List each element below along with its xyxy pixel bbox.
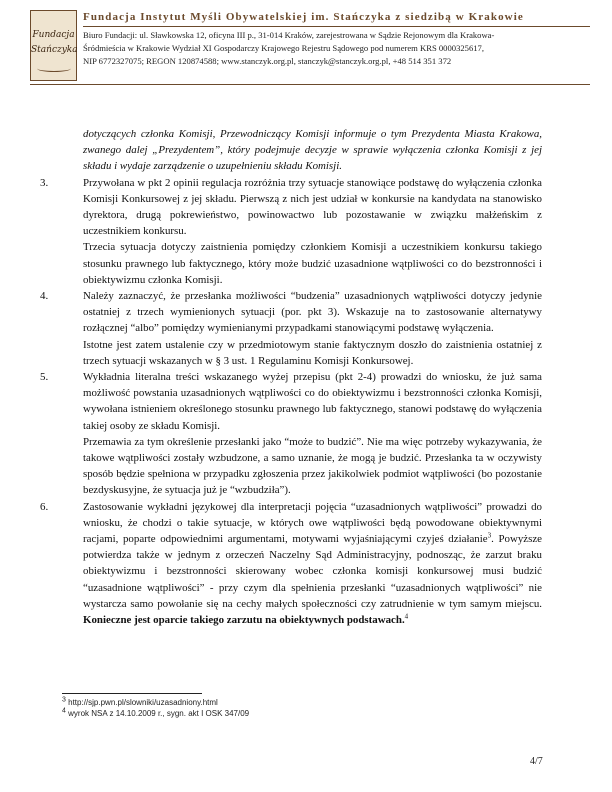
item-text: . Powyższe potwierdza także w jednym z orzeczeń Naczelny Sąd Administracyjny, podnosząc, że zarzut braku obiektywizmu i bezstronności skierowany wobec członka komisji konkursowej musi budzić “uzasadnione wątpliwości” - przy czym dla spełnienia przesłanki “uzasadnionych wątpliwości” nie wystarcza samo powołanie się na cechy małych społeczności czy zatrudnienie w tym samym miejscu. (83, 533, 543, 610)
address-line2: Śródmieścia w Krakowie Wydział XI Gospodarczy Krajowego Rejestru Sądowego pod numerem KRS 0000325617, (83, 43, 484, 53)
org-name: Fundacja Instytut Myśli Obywatelskiej im. Stańczyka z siedzibą w Krakowie (83, 11, 524, 23)
foundation-logo (30, 10, 77, 81)
item-paragraph (83, 369, 542, 434)
list-item-3 (40, 175, 542, 288)
footnote-text: http://sjp.pwn.pl/slowniki/uzasadniony.html (65, 698, 218, 707)
list-item-5 (40, 369, 542, 499)
letterhead (30, 10, 590, 92)
item-text: Należy zaznaczyć, że przesłanka możliwości “budzenia” uzasadnionych wątpliwości dotyczy jedynie ostatniej z trzech wymienionych sytuacji (por. pkt 3). Wskazuje na to zastosowanie alternatywy rozłącznej “albo” pomiędzy wymienianymi przypadkami stanowiącymi podstawę wyłączenia. (83, 290, 542, 335)
item-paragraph (83, 337, 542, 369)
footnotes (62, 697, 249, 719)
logo-swirl-icon (37, 65, 71, 72)
logo-line2: Stańczyka (31, 45, 78, 55)
item-paragraph (83, 434, 542, 499)
item-text: Przemawia za tym określenie przesłanki jako “może to budzić”. Nie ma więc potrzeby wykazywania, że takowe wątpliwości zostały wzbudzone, a samo uznanie, że mogą je budzić. Przesłanka ta w oczywisty sposób będzie spełniona w przypadku zgłoszenia przez jakikolwiek podmiot wątpliwości (bo pozostanie bezdyskusyjne, że sytuacja już je “wzbudziła”). (83, 435, 542, 497)
header-rule-top (83, 26, 590, 27)
footnote-number: 3 (62, 696, 66, 704)
item-text: Wykładnia literalna treści wskazanego wyżej przepisu (pkt 2-4) prowadzi do wniosku, że już sama możliwość powstania uzasadnionych wątpliwości co do obiektywizmu i bezstronności członka Komisji, wywołana istnieniem określonego stosunku prawnego lub faktycznego, stanowi podstawę do wyłączenia takiej osoby ze składu Komisji. (83, 371, 542, 432)
item-text: Zastosowanie wykładni językowej dla interpretacji pojęcia “uzasadnionych wątpliwości” prowadzi do wniosku, że chodzi o takie sytuacje, w których owe wątpliwości będą powodowane obiektywnymi racjami, poparte odpowiednimi argumentami, motywami wyjaśniającymi czyjeś działanie (83, 500, 542, 546)
list-item-6 (40, 499, 543, 629)
footnote-number: 4 (62, 707, 66, 715)
item-paragraph (83, 288, 542, 337)
item-text: Istotne jest zatem ustalenie czy w przedmiotowym stanie faktycznym doszło do zaistnienia ostatniej z trzech sytuacji wskazanych w § 3 ust. 1 Regulaminu Komisji Konkursowej. (83, 338, 542, 367)
item-number: 4. (40, 290, 49, 303)
header-rule-bottom (30, 84, 590, 85)
list-item-4 (40, 288, 542, 369)
item-text-bold: Konieczne jest oparcie takiego zarzutu na obiektywnych podstawach. (83, 614, 405, 627)
item-paragraph (83, 499, 542, 629)
address-line3: NIP 6772327075; REGON 120874588; www.stanczyk.org.pl, stanczyk@stanczyk.org.pl, +48 514 351 372 (83, 56, 452, 66)
footnote-divider (62, 693, 202, 694)
footnote-4 (62, 708, 249, 719)
footnote-3 (62, 697, 249, 708)
footnote-ref-3: 3 (487, 531, 492, 540)
item-paragraph (83, 175, 542, 240)
footnote-ref-4: 4 (404, 612, 409, 621)
item-number: 3. (40, 176, 49, 189)
item-number: 5. (40, 371, 49, 384)
document-body (40, 126, 543, 628)
address-line1: Biuro Fundacji: ul. Sławkowska 12, oficyna III p., 31-014 Kraków, zarejestrowana w Sądzie Rejonowym dla Krakowa- (83, 30, 495, 40)
intro-paragraph: dotyczących członka Komisji, Przewodniczący Komisji informuje o tym Prezydenta Miasta Krakowa, zwanego dalej „Prezydentem”, który podejmuje decyzje w sprawie wyłączenia członka Komisji z jej składu i wydaje zarządzenie o uzupełnieniu składu Komisji. (83, 128, 542, 173)
item-paragraph (83, 239, 542, 288)
item-text: Trzecia sytuacja dotyczy zaistnienia pomiędzy członkiem Komisji a uczestnikiem konkursu takiego stosunku prawnego lub faktycznego, który może budzić uzasadnione wątpliwości co do bezstronności i obiektywizmu członka Komisji. (83, 241, 542, 286)
logo-line1: Fundacja (32, 30, 75, 40)
footnote-text: wyrok NSA z 14.10.2009 r., sygn. akt I OSK 347/09 (65, 709, 250, 718)
page-number: 4/7 (530, 756, 543, 767)
item-text: Przywołana w pkt 2 opinii regulacja rozróżnia trzy sytuacje stanowiące podstawę do wyłączenia członka Komisji Konkursowej z jej składu. Pierwszą z nich jest udział w konkursie na kandydata na stanowisko dyrektora, drugą pokrewieństwo, powinowactwo lub pozostawanie w związku małżeńskim z uczestnikiem konkursu. (83, 176, 542, 238)
item-number: 6. (40, 500, 49, 513)
